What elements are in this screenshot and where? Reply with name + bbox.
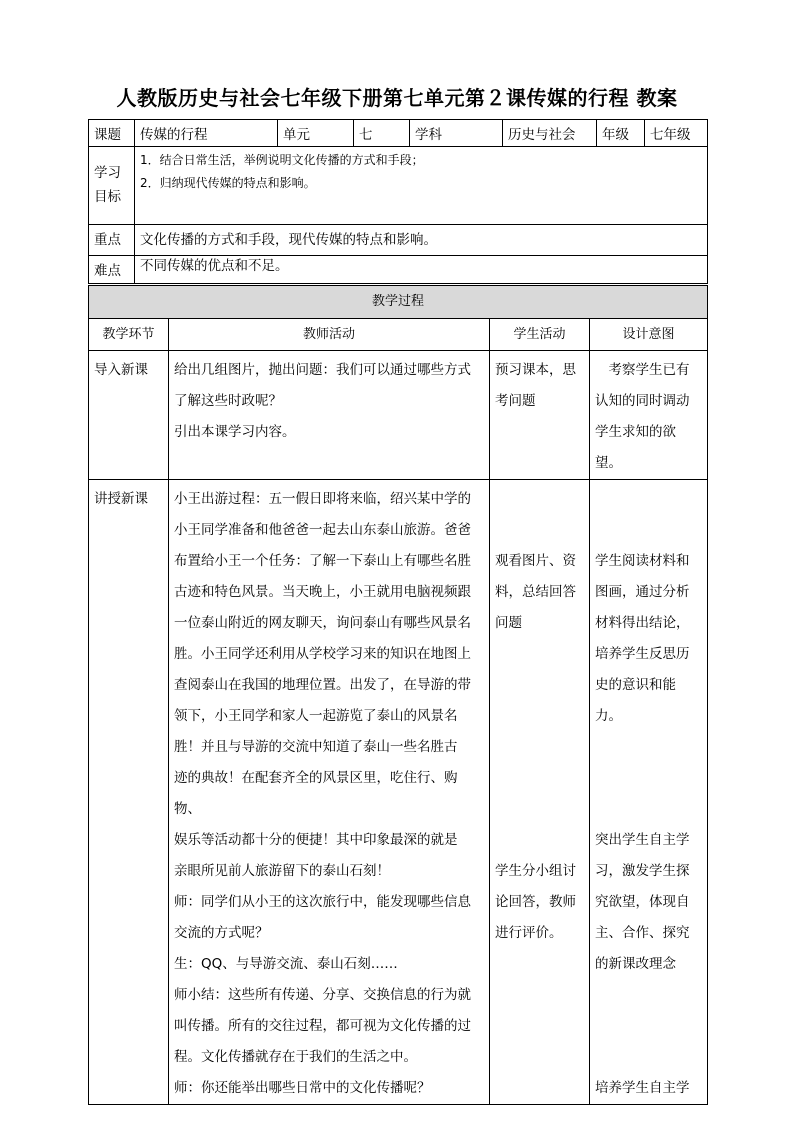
student-line: 问题 <box>495 615 522 631</box>
ke-ti-label: 课题 <box>89 120 135 147</box>
difficult-label: 难点 <box>89 256 135 284</box>
header-stage: 教学环节 <box>89 319 169 351</box>
teacher-line: 师：你还能举出哪些日常中的文化传播呢？ <box>174 1080 431 1096</box>
student-line: 预习课本，思 <box>495 362 576 378</box>
student-cell <box>490 351 590 480</box>
stage-text: 讲授新课 <box>94 491 148 507</box>
design-line: 学生求知的欲望。 <box>595 424 676 471</box>
teacher-line: 小王出游过程：五一假日即将来临，绍兴某中学的 <box>174 491 471 507</box>
teacher-line: 程。文化传播就存在于我们的生活之中。 <box>174 1049 417 1065</box>
teacher-line: 了解这些时政呢？ <box>174 393 282 409</box>
design-cell <box>590 480 708 1105</box>
header-teacher: 教师活动 <box>169 319 490 351</box>
student-line: 论回答，教师 <box>495 894 576 910</box>
design-line: 图画，通过分析 <box>595 584 690 600</box>
nian-ji-label: 年级 <box>597 120 645 147</box>
teacher-line: 叫传播。所有的交往过程，都可视为文化传播的过 <box>174 1018 471 1034</box>
lesson-info-table <box>88 119 708 284</box>
teacher-line: 给出几组图片，抛出问题：我们可以通过哪些方式 <box>174 362 471 378</box>
teacher-line: 生：QQ、与导游交流、泰山石刻…… <box>174 956 398 972</box>
design-line: 究欲望，体现自 <box>595 894 690 910</box>
dan-yuan-label: 单元 <box>278 120 354 147</box>
student-line: 学生分小组讨 <box>495 863 576 879</box>
xue-ke-value: 历史与社会 <box>503 120 597 147</box>
teaching-process-table <box>88 285 708 1105</box>
teacher-line: 交流的方式呢？ <box>174 925 269 941</box>
process-banner: 教学过程 <box>89 286 708 319</box>
table-row <box>89 351 708 480</box>
stage-cell <box>89 351 169 480</box>
objective-item: 1．结合日常生活，举例说明文化传播的方式和手段； <box>140 153 424 167</box>
student-line: 进行评价。 <box>495 925 563 941</box>
teacher-line: 引出本课学习内容。 <box>174 424 296 440</box>
teacher-line: 一位泰山附近的网友聊天，询问泰山有哪些风景名 <box>174 615 471 631</box>
key-label: 重点 <box>89 225 135 256</box>
teacher-line: 迹的典故！在配套齐全的风景区里，吃住行、购物、 <box>174 770 458 817</box>
design-line: 学生阅读材料和 <box>595 553 690 569</box>
teacher-cell <box>169 480 490 1105</box>
design-line: 考察学生已有 <box>595 362 690 378</box>
design-line: 认知的同时调动 <box>595 393 690 409</box>
teacher-cell <box>169 351 490 480</box>
objectives-label-line: 学习 <box>94 165 121 181</box>
design-line: 突出学生自主学 <box>595 832 690 848</box>
objectives-label <box>89 147 135 225</box>
teacher-line: 小王同学准备和他爸爸一起去山东泰山旅游。爸爸 <box>174 522 471 538</box>
teacher-line: 娱乐等活动都十分的便捷！其中印象最深的就是 <box>174 832 458 848</box>
design-line: 材料得出结论， <box>595 615 690 631</box>
design-line: 习，激发学生探 <box>595 863 690 879</box>
header-student: 学生活动 <box>490 319 590 351</box>
design-line: 培养学生反思历 <box>595 646 690 662</box>
teacher-line: 查阅泰山在我国的地理位置。出发了，在导游的带 <box>174 677 471 693</box>
xue-ke-label: 学科 <box>410 120 503 147</box>
teacher-line: 胜。小王同学还利用从学校学习来的知识在地图上 <box>174 646 471 662</box>
design-cell <box>590 351 708 480</box>
objectives-label-line: 目标 <box>94 189 121 205</box>
stage-text: 导入新课 <box>94 362 148 378</box>
objectives-content <box>135 147 708 225</box>
ke-ti-value: 传媒的行程 <box>135 120 278 147</box>
teacher-line: 领下，小王同学和家人一起游览了泰山的风景名 <box>174 708 458 724</box>
difficult-value: 不同传媒的优点和不足。 <box>135 256 708 284</box>
student-line: 料，总结回答 <box>495 584 576 600</box>
teacher-line: 亲眼所见前人旅游留下的泰山石刻！ <box>174 863 390 879</box>
student-line: 考问题 <box>495 393 536 409</box>
header-design: 设计意图 <box>590 319 708 351</box>
teacher-line: 胜！并且与导游的交流中知道了泰山一些名胜古 <box>174 739 458 755</box>
teacher-line: 古迹和特色风景。当天晚上，小王就用电脑视频跟 <box>174 584 471 600</box>
design-line: 的新课改理念 <box>595 956 676 972</box>
nian-ji-value: 七年级 <box>645 120 708 147</box>
table-row <box>89 480 708 1105</box>
stage-cell <box>89 480 169 1105</box>
design-line: 史的意识和能力。 <box>595 677 676 724</box>
student-cell <box>490 480 590 1105</box>
dan-yuan-value: 七 <box>354 120 410 147</box>
design-line: 培养学生自主学 <box>595 1080 690 1096</box>
teacher-line: 师：同学们从小王的这次旅行中，能发现哪些信息 <box>174 894 471 910</box>
key-value: 文化传播的方式和手段，现代传媒的特点和影响。 <box>135 225 708 256</box>
document-title: 人教版历史与社会七年级下册第七单元第２课传媒的行程 教案 <box>116 86 678 110</box>
objective-item: 2．归纳现代传媒的特点和影响。 <box>140 176 316 190</box>
student-line: 观看图片、资 <box>495 553 576 569</box>
teacher-line: 师小结：这些所有传递、分享、交换信息的行为就 <box>174 987 471 1003</box>
teacher-line: 布置给小王一个任务：了解一下泰山上有哪些名胜 <box>174 553 471 569</box>
design-line: 主、合作、探究 <box>595 925 690 941</box>
